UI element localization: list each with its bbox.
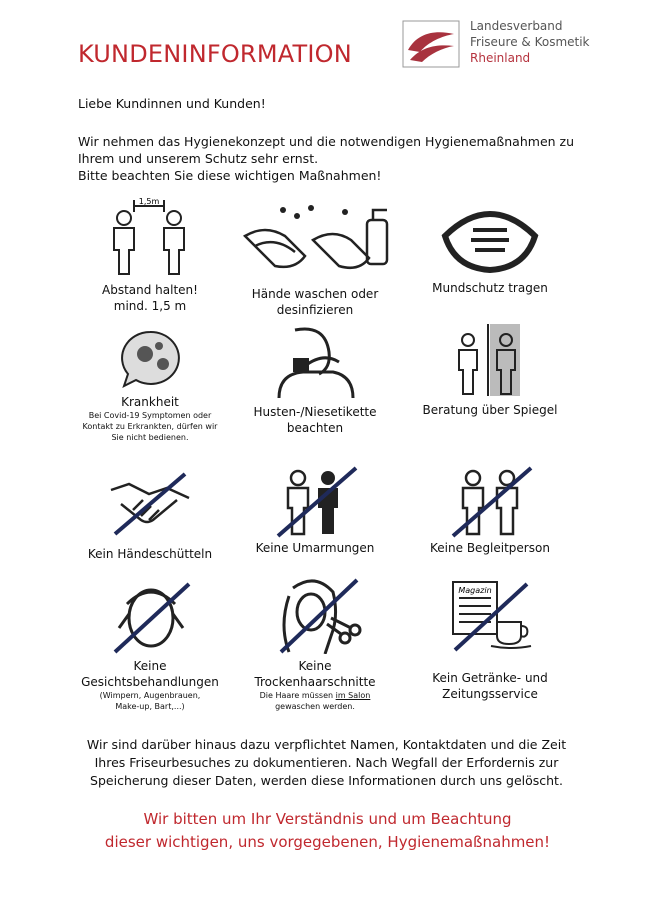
data-notice: Wir sind darüber hinaus dazu verpflichtet Namen, Kontaktdaten und die Zeit Ihres Friseurbesuches zu dokumentieren. Nach Wegfall der Erfordernis zur Speicherung dieser Daten, werden diese Informationen durch uns gelöscht. (86, 737, 567, 788)
page-title: KUNDENINFORMATION (78, 40, 352, 68)
measure-no-facial: Keine Gesichtsbehandlungen (Wimpern, Augenbrauen, Make-up, Bart,...) (70, 578, 230, 712)
measure-no-handshake: Kein Händeschütteln (70, 470, 230, 562)
measure-mask: Mundschutz tragen (410, 200, 570, 296)
measure-handwash: Hände waschen oder desinfizieren (235, 196, 395, 318)
svg-text:Magazin: Magazin (458, 586, 492, 595)
companion-icon (445, 462, 535, 538)
cough-icon (265, 322, 365, 400)
handshake-icon (105, 470, 195, 538)
measure-no-hug: Keine Umarmungen (235, 462, 395, 556)
measure-no-drinks: Magazin Kein Getränke- und Zeitungsservice (410, 578, 570, 702)
association-name: Landesverband Friseure & Kosmetik Rheinland (470, 19, 590, 65)
intro-text: Wir nehmen das Hygienekonzept und die notwendigen Hygienemaßnahmen zu Ihrem und unserem Schutz sehr ernst. Bitte beachten Sie diese wichtigen Maßnahmen! (78, 134, 575, 183)
virus-icon (115, 328, 185, 390)
measure-no-drycut: Keine Trockenhaarschnitte Die Haare müssen im Salon gewaschen werden. (235, 574, 395, 712)
distance-icon (100, 196, 200, 278)
measure-cough: Husten-/Niesetikette beachten (235, 322, 395, 436)
magazine-icon (445, 578, 535, 652)
measure-distance: 1,5m Abstand halten! mind. 1,5 m (70, 196, 230, 314)
handwash-icon (235, 196, 395, 282)
measure-no-companion: Keine Begleitperson (410, 462, 570, 556)
facial-icon (105, 578, 195, 654)
scissors-icon (265, 574, 365, 654)
measure-illness: Krankheit Bei Covid-19 Symptomen oder Kontakt zu Erkrankten, dürfen wir Sie nicht bedienen. (70, 328, 230, 443)
mask-icon (435, 200, 545, 276)
greeting: Liebe Kundinnen und Kunden! (78, 96, 266, 111)
measure-mirror: Beratung über Spiegel (410, 322, 570, 418)
svg-text:1,5m: 1,5m (138, 197, 160, 206)
mirror-icon (450, 322, 530, 398)
association-logo (402, 20, 460, 68)
closing-message: Wir bitten um Ihr Verständnis und um Beachtung dieser wichtigen, uns vorgegebenen, Hygienemaßnahmen! (104, 810, 551, 851)
hug-icon (270, 462, 360, 538)
